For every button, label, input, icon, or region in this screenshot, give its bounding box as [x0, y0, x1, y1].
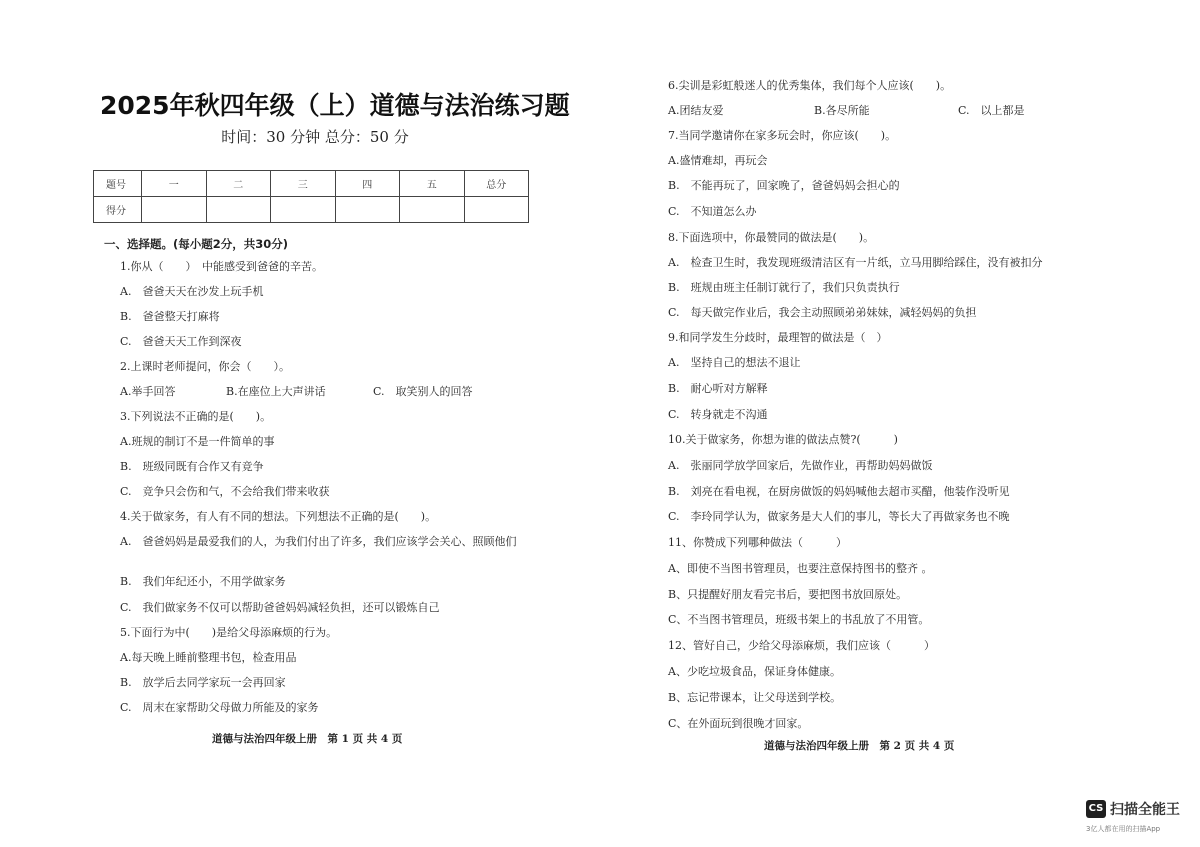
brand-name: 扫描全能王: [1110, 802, 1180, 818]
answer-option[interactable]: C. 竞争只会伤和气，不会给我们带来收获: [120, 485, 330, 498]
question-stem: 5.下面行为中( )是给父母添麻烦的行为。: [120, 626, 338, 639]
answer-option[interactable]: C. 爸爸天天工作到深夜: [120, 335, 242, 348]
options-row: [668, 103, 1108, 118]
question-stem: 12、管好自己，少给父母添麻烦，我们应该（ ）: [668, 639, 935, 652]
camscanner-logo-icon: CS: [1086, 800, 1106, 818]
score-input-cell[interactable]: [464, 197, 529, 223]
page-footer: 道德与法治四年级上册 第 2 页 共 4 页: [764, 740, 955, 752]
answer-option[interactable]: B. 班级同既有合作又有竞争: [120, 460, 264, 473]
question-stem: 7.当同学邀请你在家多玩会时，你应该( )。: [668, 129, 897, 142]
answer-option[interactable]: A.班规的制订不是一件简单的事: [120, 435, 275, 448]
score-input-cell[interactable]: [142, 197, 207, 223]
page-footer: 道德与法治四年级上册 第 1 页 共 4 页: [212, 733, 403, 745]
answer-option[interactable]: C、在外面玩到很晚才回家。: [668, 717, 809, 730]
answer-option[interactable]: B. 刘亮在看电视，在厨房做饭的妈妈喊他去超市买醋，他装作没听见: [668, 485, 1010, 498]
score-input-cell[interactable]: [271, 197, 336, 223]
score-table-score-row: [94, 197, 529, 223]
exam-title: 2025年秋四年级（上）道德与法治练习题: [100, 91, 570, 120]
question-stem: 6.尖训是彩虹般迷人的优秀集体，我们每个人应该( )。: [668, 79, 952, 92]
table-cell: 得分: [94, 197, 142, 223]
question-stem: 9.和同学发生分歧时，最理智的做法是（ ）: [668, 331, 888, 344]
table-cell: 三: [271, 171, 336, 197]
question-stem: 3.下列说法不正确的是( )。: [120, 410, 272, 423]
answer-option[interactable]: B. 放学后去同学家玩一会再回家: [120, 676, 286, 689]
answer-option[interactable]: A.举手回答: [120, 385, 176, 398]
answer-option[interactable]: A、少吃垃圾食品，保证身体健康。: [668, 665, 841, 678]
table-cell: 二: [206, 171, 271, 197]
score-table-header-row: [94, 171, 529, 197]
score-input-cell[interactable]: [400, 197, 465, 223]
answer-option[interactable]: A. 检查卫生时，我发现班级清洁区有一片纸，立马用脚给踩住，没有被扣分: [668, 256, 1043, 269]
section-heading: 一、选择题。(每小题2分，共30分): [104, 237, 289, 251]
answer-option[interactable]: B、忘记带课本，让父母送到学校。: [668, 691, 842, 704]
answer-option[interactable]: B、只提醒好朋友看完书后，要把图书放回原处。: [668, 588, 908, 601]
answer-option[interactable]: C. 转身就走不沟通: [668, 408, 768, 421]
question-stem: 11、你赞成下列哪种做法（ ）: [668, 536, 847, 549]
answer-option[interactable]: A. 爸爸妈妈是最爱我们的人，为我们付出了许多，我们应该学会关心、照顾他们: [120, 535, 517, 548]
score-input-cell[interactable]: [335, 197, 400, 223]
answer-option[interactable]: A.盛情难却，再玩会: [668, 154, 768, 167]
exam-subtitle: 时间：30 分钟 总分：50 分: [221, 128, 409, 146]
answer-option[interactable]: A、即使不当图书管理员，也要注意保持图书的整齐 。: [668, 562, 933, 575]
right-page: [600, 0, 1200, 847]
answer-option[interactable]: B. 耐心听对方解释: [668, 382, 768, 395]
table-cell: 题号: [94, 171, 142, 197]
answer-option[interactable]: C. 以上都是: [958, 104, 1025, 117]
table-cell: 一: [142, 171, 207, 197]
question-stem: 1.你从（ ） 中能感受到爸爸的辛苦。: [120, 260, 323, 273]
answer-option[interactable]: A. 张丽同学放学回家后，先做作业，再帮助妈妈做饭: [668, 459, 933, 472]
table-cell: 总分: [464, 171, 529, 197]
score-input-cell[interactable]: [206, 197, 271, 223]
table-cell: 五: [400, 171, 465, 197]
answer-option[interactable]: A.每天晚上睡前整理书包，检查用品: [120, 651, 297, 664]
options-row: [120, 384, 520, 399]
answer-option[interactable]: B. 不能再玩了，回家晚了，爸爸妈妈会担心的: [668, 179, 900, 192]
question-stem: 2.上课时老师提问，你会（ ）。: [120, 360, 290, 373]
answer-option[interactable]: C. 李玲同学认为，做家务是大人们的事儿，等长大了再做家务也不晚: [668, 510, 1010, 523]
question-stem: 10.关于做家务，你想为谁的做法点赞?( ): [668, 433, 898, 446]
answer-option[interactable]: C. 取笑别人的回答: [373, 385, 473, 398]
table-cell: 四: [335, 171, 400, 197]
score-table: [93, 170, 529, 223]
answer-option[interactable]: C. 周末在家帮助父母做力所能及的家务: [120, 701, 319, 714]
answer-option[interactable]: C、不当图书管理员，班级书架上的书乱放了不用管。: [668, 613, 930, 626]
brand-tagline: 3亿人都在用的扫描App: [1086, 825, 1161, 833]
answer-option[interactable]: A. 坚持自己的想法不退让: [668, 356, 801, 369]
answer-option[interactable]: B.各尽所能: [814, 104, 870, 117]
answer-option[interactable]: B. 班规由班主任制订就行了，我们只负责执行: [668, 281, 900, 294]
question-stem: 8.下面选项中，你最赞同的做法是( )。: [668, 231, 875, 244]
answer-option[interactable]: A. 爸爸天天在沙发上玩手机: [120, 285, 264, 298]
question-stem: 4.关于做家务，有人有不同的想法。下列想法不正确的是( )。: [120, 510, 437, 523]
answer-option[interactable]: C. 我们做家务不仅可以帮助爸爸妈妈减轻负担，还可以锻炼自己: [120, 601, 440, 614]
answer-option[interactable]: B. 我们年纪还小，不用学做家务: [120, 575, 286, 588]
answer-option[interactable]: B.在座位上大声讲话: [226, 385, 326, 398]
answer-option[interactable]: A.团结友爱: [668, 104, 724, 117]
answer-option[interactable]: B. 爸爸整天打麻将: [120, 310, 220, 323]
answer-option[interactable]: C. 每天做完作业后，我会主动照顾弟弟妹妹，减轻妈妈的负担: [668, 306, 977, 319]
scanner-watermark: [1086, 798, 1196, 838]
answer-option[interactable]: C. 不知道怎么办: [668, 205, 757, 218]
